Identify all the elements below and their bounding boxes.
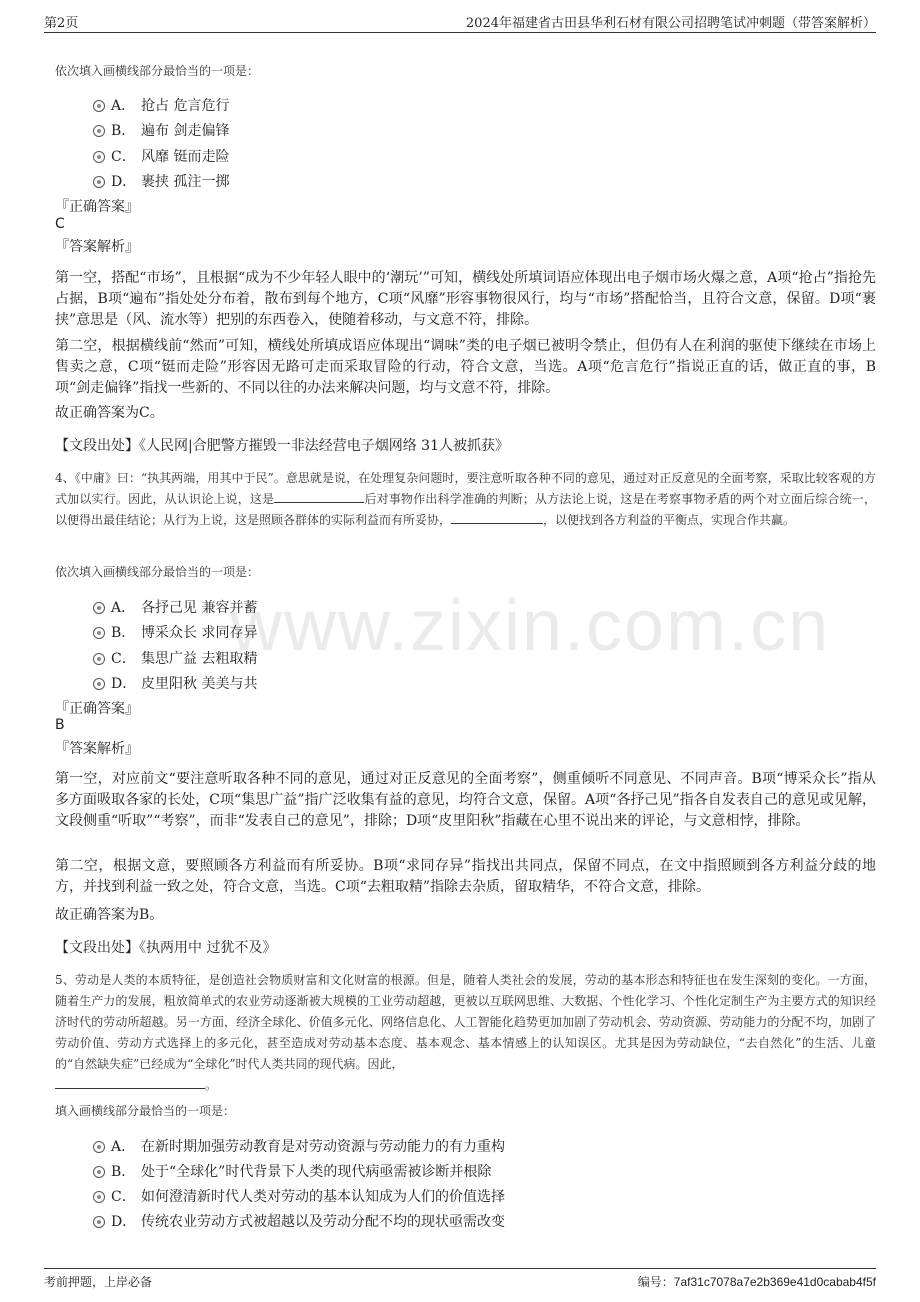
q4-analysis-paragraph-2: 第二空，根据文意，要照顾各方利益而有所妥协。B项“求同存异”指找出共同点，保留不同点，在文中指照顾到各方利益分歧的地方，并找到利益一致之处，符合文意，当选。C项“去粗取精”指除去杂质，留取精华，不符合文意，排除。 <box>55 858 876 895</box>
radio-button-icon[interactable] <box>93 653 105 665</box>
radio-button-icon[interactable] <box>93 151 105 163</box>
q3-answer: C <box>55 216 65 232</box>
q3-conclusion: 故正确答案为C。 <box>55 405 164 421</box>
q4-answer-label: 『正确答案』 <box>55 701 139 717</box>
radio-button-icon[interactable] <box>93 1141 105 1153</box>
q4-analysis-paragraph-1: 第一空，对应前文“要注意听取各种不同的意见，通过对正反意见的全面考察”，侧重倾听不同意见、不同声音。B项“博采众长”指从多方面吸取各家的长处，C项“集思广益”指广泛收集有益的意见，均符合文意，保留。A项“各抒己见”指各自发表自己的意见或见解，文段侧重“听取”“考察”，而非“发表自己的意见”，排除；D项“皮里阳秋”指藏在心里不说出来的评论，与文意相悖，排除。 <box>55 771 876 829</box>
radio-button-icon[interactable] <box>93 602 105 614</box>
q4-prompt: 依次填入画横线部分最恰当的一项是： <box>55 565 260 579</box>
q5-prompt: 填入画横线部分最恰当的一项是： <box>55 1104 236 1118</box>
q4-source: 【文段出处】《执两用中 过犹不及》 <box>55 940 277 956</box>
radio-button-icon[interactable] <box>93 100 105 112</box>
page-footer <box>44 1268 876 1291</box>
q3-analysis-label: 『答案解析』 <box>55 239 139 255</box>
q4-blank-1 <box>274 490 364 503</box>
q5-stem: 5、劳动是人类的本质特征，是创造社会物质财富和文化财富的根源。但是，随着人类社会的发展，劳动的基本形态和特征也在发生深刻的变化。一方面，随着生产力的发展，粗放简单式的农业劳动逐渐被大规模的工业劳动超越，更被以互联网思维、大数据、个性化学习、个性化定制生产为主要方式的知识经济时代的劳动所超越。另一方面，经济全球化、价值多元化、网络信息化、人工智能化趋势更加加剧了劳动机会、劳动资源、劳动能力的分配不均，加剧了劳动价值、劳动方式选择上的多元化，甚至造成对劳动基本态度、基本观念、基本情感上的认知误区。尤其是因为劳动缺位，“去自然化”的生活、儿童的“自然缺失症”已经成为“全球化”时代人类共同的现代病。因此， 。 <box>55 973 876 1092</box>
q3-analysis-paragraph-2: 第二空，根据横线前“然而”可知，横线处所填成语应体现出“调味”类的电子烟已被明令禁止，但仍有人在利润的驱使下继续在市场上售卖之意，C项“铤而走险”形容因无路可走而采取冒险的行动，符合文意，当选。A项“危言危行”指说正直的话，做正直的事，B项“剑走偏锋”指找一些新的、不同以往的办法来解决问题，均与文意不符，排除。 <box>55 338 876 396</box>
radio-button-icon[interactable] <box>93 125 105 137</box>
watermark: www.zixin.com.cn <box>230 586 831 666</box>
radio-button-icon[interactable] <box>93 678 105 690</box>
q4-blank-2 <box>451 511 543 524</box>
q4-answer: B <box>55 717 65 733</box>
radio-button-icon[interactable] <box>93 1216 105 1228</box>
radio-button-icon[interactable] <box>93 1166 105 1178</box>
q3-source: 【文段出处】《人民网|合肥警方摧毁一非法经营电子烟网络 31人被抓获》 <box>55 438 509 454</box>
document-title: 2024年福建省古田县华利石材有限公司招聘笔试冲刺题（带答案解析） <box>465 16 876 31</box>
footer-slogan: 考前押题，上岸必备 <box>44 1275 153 1289</box>
q3-answer-label: 『正确答案』 <box>55 199 139 215</box>
radio-button-icon[interactable] <box>93 1191 105 1203</box>
q4-analysis-label: 『答案解析』 <box>55 741 139 757</box>
page-number: 第2页 <box>44 16 79 31</box>
radio-button-icon[interactable] <box>93 627 105 639</box>
document-code: 编号：7af31c7078a7e2b369e41d0cabab4f5f <box>637 1275 876 1289</box>
page-header <box>44 10 876 33</box>
q3-prompt: 依次填入画横线部分最恰当的一项是： <box>55 64 260 78</box>
q4-conclusion: 故正确答案为B。 <box>55 907 164 923</box>
q5-blank <box>55 1076 205 1089</box>
q4-stem: 4、《中庸》曰：“执其两端，用其中于民”。意思就是说，在处理复杂问题时，要注意听取各种不同的意见，通过对正反意见的全面考察，采取比较客观的方式加以实行。因此，从认识论上说，这是 后对事物作出科学准确的判断；从方法论上说，这是在考察事物矛盾的两个对立面后综合统一，以便得出最佳结论；从行为上说，这是照顾各群体的实际利益而有所妥协， ，以便找到各方利益的平衡点，实现合作共赢。 <box>55 471 876 527</box>
q3-analysis-paragraph-1: 第一空，搭配“市场”，且根据“成为不少年轻人眼中的‘潮玩’”可知，横线处所填词语应体现出电子烟市场火爆之意，A项“抢占”指抢先占据，B项“遍布”指处处分布着，散布到每个地方，C项“风靡”形容事物很风行，均与“市场”搭配恰当，且符合文意，保留。D项“裹挟”意思是（风、流水等）把别的东西卷入，使随着移动，与文意不符，排除。 <box>55 270 876 328</box>
radio-button-icon[interactable] <box>93 176 105 188</box>
